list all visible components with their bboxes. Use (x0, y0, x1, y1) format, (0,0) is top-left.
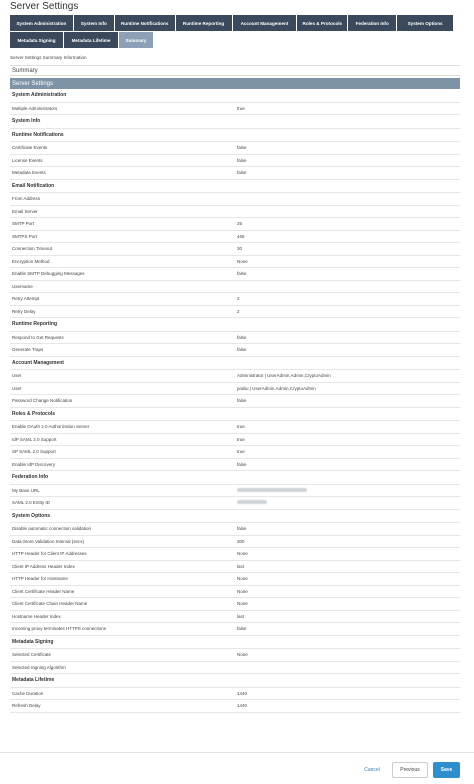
group-heading: Federation Info (10, 471, 460, 485)
setting-name: Encryption Method (12, 258, 50, 264)
setting-value: prabu | UserAdmin,Admin,CryptoAdmin (237, 385, 316, 391)
setting-row (10, 332, 460, 345)
setting-name: User (12, 373, 22, 379)
group-heading: Runtime Notifications (10, 129, 460, 143)
summary-label: Summary (10, 65, 460, 76)
tab-row-1 (10, 15, 454, 31)
tab-bar (10, 15, 454, 49)
setting-name: HTTP Header for Hostname (12, 576, 68, 582)
group-heading: Email Notification (10, 180, 460, 194)
setting-name: SAML 2.0 Entity ID (12, 500, 50, 506)
setting-name: From Address (12, 196, 41, 202)
setting-name: Selected Certificate (12, 652, 52, 658)
setting-name: Multiple Administrators (12, 105, 58, 111)
setting-value: true (237, 436, 245, 442)
setting-value: false (237, 334, 247, 340)
redacted-value (237, 500, 267, 504)
setting-row (10, 193, 460, 206)
page-subheading: Server Settings Summary Information (10, 55, 87, 60)
setting-value: 25 (237, 221, 243, 227)
setting-row (10, 142, 460, 155)
group-heading: Runtime Reporting (10, 318, 460, 332)
setting-value: None (237, 601, 248, 607)
setting-name: My Base URL (12, 487, 40, 493)
tab-system-info[interactable]: System Info (74, 15, 114, 31)
setting-name: SMTP Port (12, 221, 34, 227)
setting-name: Password Change Notification (12, 398, 73, 404)
settings-groups (10, 89, 460, 713)
setting-name: Incoming proxy terminates HTTPS connections (12, 626, 107, 632)
setting-name: User (12, 385, 22, 391)
setting-row (10, 573, 460, 586)
setting-row (10, 243, 460, 256)
setting-name: Refresh Delay (12, 703, 41, 709)
group-heading: Metadata Signing (10, 636, 460, 650)
setting-row (10, 434, 460, 447)
setting-value: None (237, 576, 248, 582)
setting-value: true (237, 424, 245, 430)
setting-name: License Events (12, 157, 43, 163)
setting-row (10, 306, 460, 319)
tab-runtime-reporting[interactable]: Runtime Reporting (176, 15, 232, 31)
setting-name: Generate Traps (12, 347, 44, 353)
setting-value: None (237, 258, 248, 264)
setting-value: false (237, 398, 247, 404)
setting-name: SP SAML 2.0 Support (12, 449, 56, 455)
setting-name: Enable SMTP Debugging Messages (12, 271, 85, 277)
setting-row (10, 523, 460, 536)
setting-row (10, 281, 460, 294)
setting-name: Retry Delay (12, 308, 36, 314)
setting-name: Respond to Get Requests (12, 334, 64, 340)
setting-name: Enable OAuth 2.0 Authorization Server (12, 424, 90, 430)
cancel-button[interactable]: Cancel (364, 767, 380, 773)
setting-name: Cache Duration (12, 690, 44, 696)
tab-metadata-signing[interactable]: Metadata Signing (10, 32, 63, 48)
previous-button[interactable]: Previous (392, 762, 428, 778)
tab-federation-info[interactable]: Federation Info (348, 15, 396, 31)
setting-row (10, 383, 460, 396)
setting-row (10, 293, 460, 306)
setting-row (10, 395, 460, 408)
setting-name: Username (12, 283, 33, 289)
setting-row (10, 103, 460, 116)
setting-name: Disable automatic connection validation (12, 526, 92, 532)
setting-value: 300 (237, 538, 245, 544)
redacted-value (237, 488, 307, 492)
setting-row (10, 256, 460, 269)
setting-value: last (237, 563, 245, 569)
setting-value: false (237, 271, 247, 277)
setting-row (10, 586, 460, 599)
setting-name: Metadata Events (12, 170, 46, 176)
setting-name: Data-Store Validation Interval (secs) (12, 538, 84, 544)
setting-row (10, 206, 460, 219)
page-title: Server Settings (10, 1, 79, 12)
setting-value: false (237, 157, 247, 163)
setting-value: None (237, 588, 248, 594)
setting-name: Certificate Events (12, 145, 48, 151)
setting-value: Administrator | UserAdmin,Admin,CryptoAdmin (237, 373, 331, 379)
setting-value: true (237, 449, 245, 455)
setting-name: Retry Attempt (12, 296, 40, 302)
setting-name: IdP SAML 2.0 Support (12, 436, 57, 442)
setting-row (10, 421, 460, 434)
setting-value: None (237, 652, 248, 658)
setting-value: false (237, 626, 247, 632)
setting-value: 1440 (237, 703, 248, 709)
save-button[interactable]: Save (433, 762, 460, 778)
group-heading: System Options (10, 510, 460, 524)
tab-runtime-notifications[interactable]: Runtime Notifications (115, 15, 175, 31)
setting-row (10, 497, 460, 510)
summary-panel (10, 65, 460, 720)
tab-roles-protocols[interactable]: Roles & Protocols (297, 15, 347, 31)
group-heading: Metadata Lifetime (10, 674, 460, 688)
setting-value: 30 (237, 246, 243, 252)
setting-name: Client Certificate Header Name (12, 588, 75, 594)
setting-row (10, 536, 460, 549)
setting-row (10, 598, 460, 611)
tab-account-management[interactable]: Account Management (233, 15, 297, 31)
setting-value: false (237, 145, 247, 151)
tab-metadata-lifetime[interactable]: Metadata Lifetime (64, 32, 118, 48)
group-heading: Roles & Protocols (10, 408, 460, 422)
group-heading: System Administration (10, 89, 460, 103)
setting-name: Selected Signing Algorithm (12, 664, 66, 670)
group-heading: System Info (10, 115, 460, 129)
setting-row (10, 167, 460, 180)
setting-row (10, 649, 460, 662)
setting-row (10, 561, 460, 574)
setting-name: SMTPS Port (12, 233, 38, 239)
tab-row-2 (10, 32, 454, 48)
setting-row (10, 485, 460, 498)
setting-row (10, 344, 460, 357)
setting-name: Client Certificate Chain Header Name (12, 601, 88, 607)
setting-row (10, 623, 460, 636)
setting-row (10, 218, 460, 231)
setting-row (10, 611, 460, 624)
setting-name: Email Server (12, 208, 38, 214)
setting-name: Hostname Header Index (12, 613, 61, 619)
setting-row (10, 548, 460, 561)
setting-row (10, 231, 460, 244)
setting-value: false (237, 461, 247, 467)
setting-name: HTTP Header for Client IP Addresses (12, 551, 87, 557)
setting-row (10, 446, 460, 459)
setting-value: None (237, 551, 248, 557)
setting-row (10, 662, 460, 675)
setting-value: 2 (237, 296, 240, 302)
setting-value: false (237, 526, 247, 532)
setting-value: true (237, 105, 245, 111)
setting-name: Connection Timeout (12, 246, 53, 252)
setting-value: 465 (237, 233, 245, 239)
section-header-server-settings: Server Settings (10, 78, 460, 89)
setting-value (235, 488, 307, 493)
setting-row (10, 688, 460, 701)
setting-value: 2 (237, 308, 240, 314)
setting-value (235, 500, 267, 505)
group-heading: Account Management (10, 357, 460, 371)
setting-row (10, 700, 460, 713)
footer-bar (0, 752, 474, 784)
setting-row (10, 268, 460, 281)
setting-row (10, 155, 460, 168)
setting-value: last (237, 613, 245, 619)
setting-value: 1440 (237, 690, 248, 696)
setting-row (10, 459, 460, 472)
setting-name: Enable IdP Discovery (12, 461, 55, 467)
tab-system-options[interactable]: System Options (397, 15, 453, 31)
setting-row (10, 370, 460, 383)
tab-summary[interactable]: Summary (119, 32, 153, 48)
setting-value: false (237, 347, 247, 353)
setting-name: Client IP Address Header Index (12, 563, 75, 569)
tab-system-administration[interactable]: System Administration (10, 15, 73, 31)
setting-value: false (237, 170, 247, 176)
